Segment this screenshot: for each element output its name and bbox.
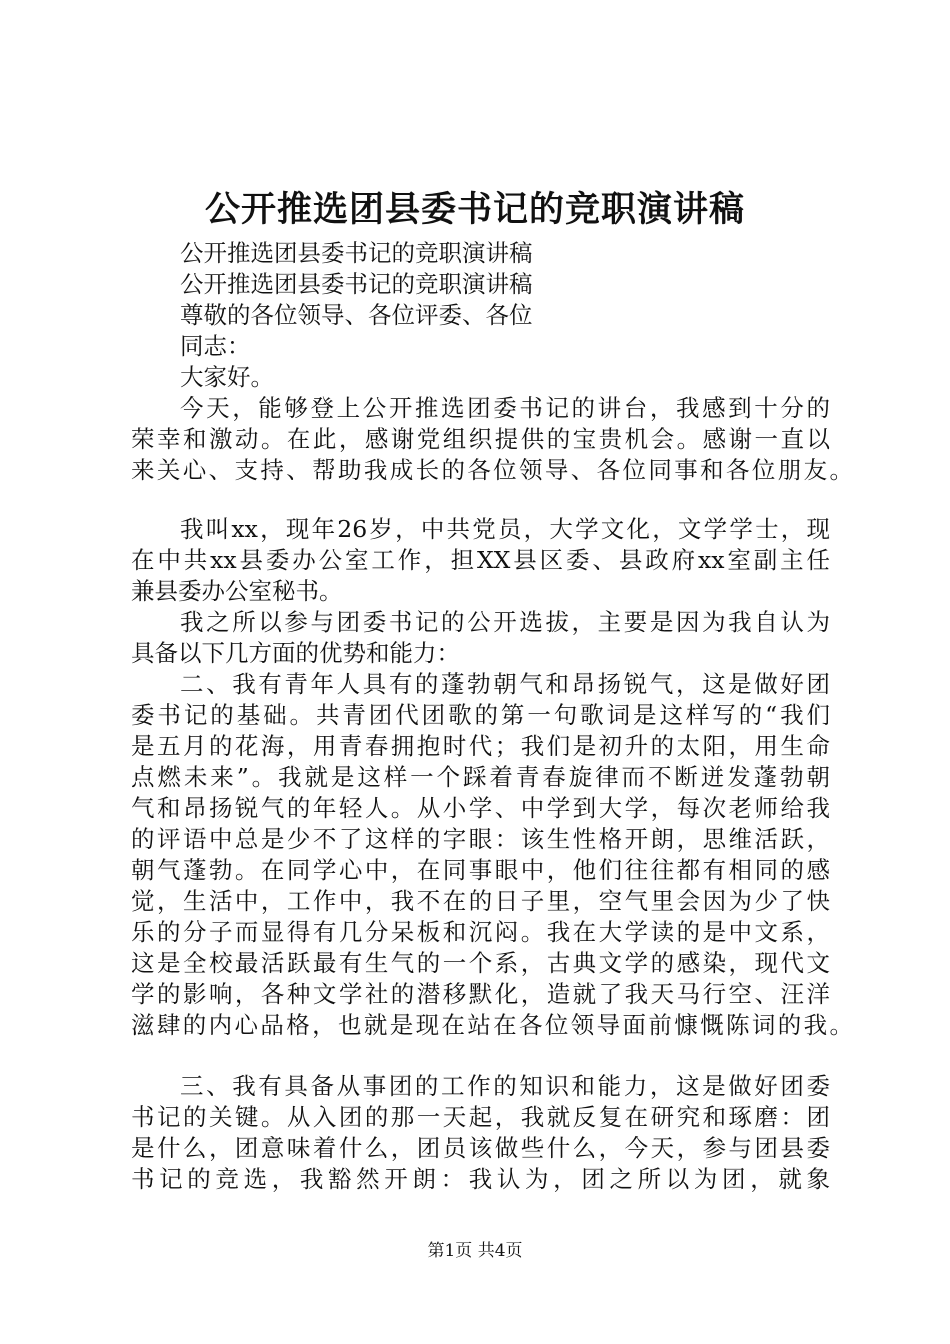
text-line: 委书记的基础。共青团代团歌的第一句歌词是这样写的“我们 bbox=[131, 701, 830, 729]
text-line: 公开推选团县委书记的竞职演讲稿 bbox=[180, 270, 533, 298]
document-title: 公开推选团县委书记的竞职演讲稿 bbox=[204, 189, 745, 230]
text-line: 在中共xx县委办公室工作，担XX县区委、县政府xx室副主任 bbox=[131, 546, 830, 574]
text-line: 兼县委办公室秘书。 bbox=[131, 577, 343, 605]
text-line: 气和昂扬锐气的年轻人。从小学、中学到大学，每次老师给我 bbox=[131, 794, 830, 822]
text-line: 书记的关键。从入团的那一天起，我就反复在研究和琢磨：团 bbox=[131, 1103, 830, 1131]
text-line: 朝气蓬勃。在同学心中，在同事眼中，他们往往都有相同的感 bbox=[131, 856, 830, 884]
text-line: 是五月的花海，用青春拥抱时代；我们是初升的太阳，用生命 bbox=[131, 732, 830, 760]
text-line: 乐的分子而显得有几分呆板和沉闷。我在大学读的是中文系， bbox=[131, 918, 830, 946]
page-footer: 第1页 共4页 bbox=[427, 1241, 523, 1261]
text-line: 二、我有青年人具有的蓬勃朝气和昂扬锐气，这是做好团 bbox=[180, 670, 830, 698]
text-line: 学的影响，各种文学社的潜移默化，造就了我天马行空、汪洋 bbox=[131, 980, 830, 1008]
text-line: 滋肆的内心品格，也就是现在站在各位领导面前慷慨陈词的我。 bbox=[131, 1011, 853, 1039]
text-line: 觉，生活中，工作中，我不在的日子里，空气里会因为少了快 bbox=[131, 887, 830, 915]
text-line: 尊敬的各位领导、各位评委、各位 bbox=[180, 301, 533, 329]
text-line: 今天，能够登上公开推选团委书记的讲台，我感到十分的 bbox=[180, 394, 830, 422]
text-line: 的评语中总是少不了这样的字眼：该生性格开朗，思维活跃， bbox=[131, 825, 830, 853]
text-line: 书记的竞选，我豁然开朗：我认为，团之所以为团，就象 bbox=[131, 1165, 830, 1193]
text-line: 来关心、支持、帮助我成长的各位领导、各位同事和各位朋友。 bbox=[131, 456, 853, 484]
text-line: 荣幸和激动。在此，感谢党组织提供的宝贵机会。感谢一直以 bbox=[131, 425, 830, 453]
text-line: 具备以下几方面的优势和能力： bbox=[131, 639, 460, 667]
text-line: 同志： bbox=[180, 332, 251, 360]
text-line: 三、我有具备从事团的工作的知识和能力，这是做好团委 bbox=[180, 1072, 830, 1100]
text-line: 我叫xx，现年26岁，中共党员，大学文化，文学学士，现 bbox=[180, 515, 830, 543]
text-line: 公开推选团县委书记的竞职演讲稿 bbox=[180, 239, 533, 267]
text-line: 点燃未来”。我就是这样一个踩着青春旋律而不断迸发蓬勃朝 bbox=[131, 763, 830, 791]
text-line: 大家好。 bbox=[180, 363, 274, 391]
text-line: 是什么，团意味着什么，团员该做些什么，今天，参与团县委 bbox=[131, 1134, 830, 1162]
text-line: 我之所以参与团委书记的公开选拔，主要是因为我自认为 bbox=[180, 608, 830, 636]
text-line: 这是全校最活跃最有生气的一个系，古典文学的感染，现代文 bbox=[131, 949, 830, 977]
